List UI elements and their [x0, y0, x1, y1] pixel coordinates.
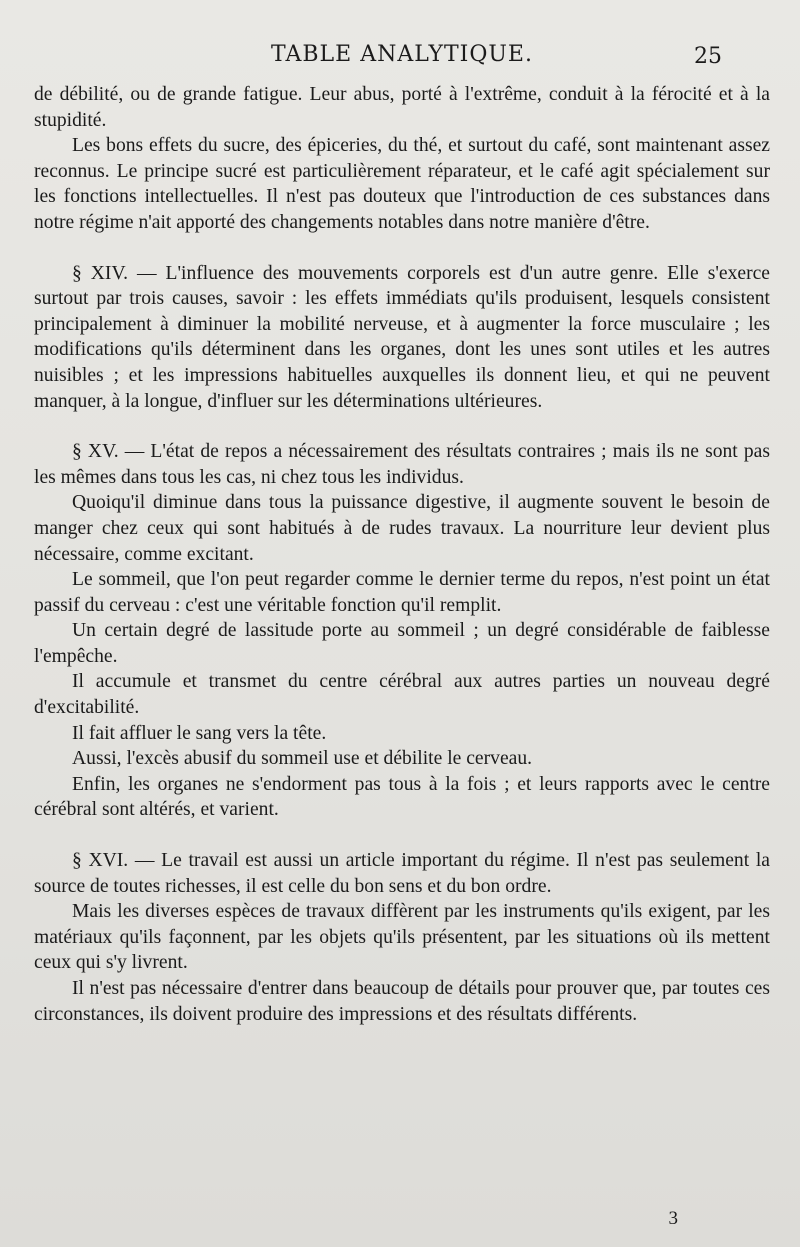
- paragraph: Il n'est pas nécessaire d'entrer dans beaucoup de détails pour prouver que, par toutes ces circonstances, ils doivent produire des impressions et des résultats différents.: [34, 978, 770, 1025]
- page-number: 25: [694, 44, 722, 69]
- paragraph: Aussi, l'excès abusif du sommeil use et débilite le cerveau.: [72, 748, 533, 770]
- paragraph: Les bons effets du sucre, des épiceries, du thé, et surtout du café, sont maintenant assez reconnus. Le principe sucré est particulièrement réparateur, et le café agit spécialement sur les fonctions intellectuelles. Il n'est pas douteux que l'introduction de ces substances dans notre régime n'ait apporté des changements notables dans notre manière d'être.: [34, 135, 770, 233]
- running-title: TABLE ANALYTIQUE.: [271, 42, 533, 67]
- paragraph: Il fait affluer le sang vers la tête.: [72, 722, 327, 744]
- page-header: [34, 40, 770, 80]
- signature-mark: 3: [668, 1208, 678, 1229]
- section-paragraph-xvi: § XVI. — Le travail est aussi un article important du régime. Il n'est pas seulement la source de toutes richesses, il est celle du bon sens et du bon ordre.: [34, 850, 770, 897]
- section-paragraph-xiv: § XIV. — L'influence des mouvements corporels est d'un autre genre. Elle s'exerce surtout par trois causes, savoir : les effets immédiats qu'ils produisent, lesquels consistent principalement à diminuer la mobilité nerveuse, et à augmenter la force musculaire ; les modifications qu'ils déterminent dans les organes, dont les unes sont utiles et les autres nuisibles ; et les impressions habituelles auxquelles ils donnent lieu, et qui ne peuvent manquer, à la longue, d'influer sur les déterminations ultérieures.: [34, 262, 770, 412]
- paragraph: Quoiqu'il diminue dans tous la puissance digestive, il augmente souvent le besoin de manger chez ceux qui sont habitués à de rudes travaux. La nourriture leur devient plus nécessaire, comme excitant.: [34, 492, 770, 565]
- section-paragraph-xv: § XV. — L'état de repos a nécessairement des résultats contraires ; mais ils ne sont pas les mêmes dans tous les cas, ni chez tous les individus.: [34, 441, 770, 488]
- paragraph: Le sommeil, que l'on peut regarder comme le dernier terme du repos, n'est point un état passif du cerveau : c'est une véritable fonction qu'il remplit.: [34, 569, 770, 616]
- body-text: [34, 82, 770, 1027]
- paragraph: Enfin, les organes ne s'endorment pas tous à la fois ; et leurs rapports avec le centre cérébral sont altérés, et varient.: [34, 773, 770, 821]
- paragraph: Mais les diverses espèces de travaux diffèrent par les instruments qu'ils exigent, par les matériaux qu'ils façonnent, par les objets qu'ils présentent, par les situations où ils mettent ceux qui s'y livrent.: [34, 901, 770, 974]
- paragraph: Il accumule et transmet du centre cérébral aux autres parties un nouveau degré d'excitabilité.: [34, 671, 770, 719]
- paragraph: de débilité, ou de grande fatigue. Leur abus, porté à l'extrême, conduit à la férocité et à la stupidité.: [34, 84, 770, 131]
- paragraph: Un certain degré de lassitude porte au sommeil ; un degré considérable de faiblesse l'empêche.: [34, 620, 770, 667]
